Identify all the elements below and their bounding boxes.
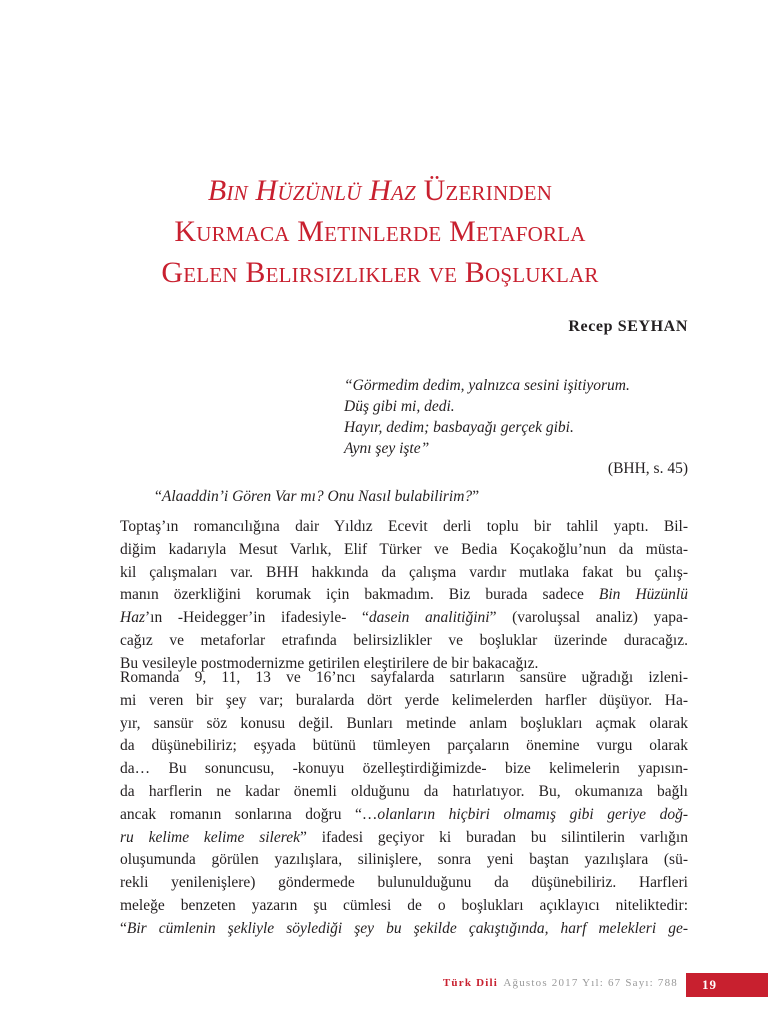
text-line	[120, 895, 688, 918]
text-segment: diğim kadarıyla Mesut Varlık, Elif Türker ve Bedia Koçakoğlu’nun da müsta-	[120, 540, 688, 558]
page-number: 19	[686, 973, 768, 997]
text-segment: rekli yenilenişlere) göndermede bulunulduğunu da düşünebiliriz. Harfleri	[120, 874, 688, 892]
title-line-1-rest: Üzerinden	[415, 174, 553, 207]
italic-text: ru kelime kelime silerek	[120, 828, 300, 846]
text-segment: da düşünebiliriz; eşyada bütünü tümleyen parçaların önemine vurgu olarak	[120, 737, 688, 755]
text-segment: Romanda 9, 11, 13 ve 16’ncı sayfalarda satırların sansüre uğradığı izleni-	[120, 669, 688, 686]
article-title	[100, 170, 660, 293]
text-line	[120, 758, 688, 781]
text-segment: Toptaş’ın romancılığına dair Yıldız Ecevit derli toplu bir tahlil yaptı. Bil-	[120, 518, 688, 535]
text-line	[120, 735, 688, 758]
epigraph-source: (BHH, s. 45)	[607, 460, 688, 477]
body-paragraph-1	[120, 516, 688, 676]
italic-text: Bin Hüzünlü	[598, 586, 688, 604]
title-line-3: Gelen Belirsizlikler ve Boşluklar	[161, 256, 599, 289]
journal-name: Türk Dili	[442, 977, 499, 989]
text-line	[120, 539, 688, 562]
text-line	[120, 781, 688, 804]
text-line	[120, 516, 688, 539]
text-segment: da harflerin ne kadar önemli olduğunu da hatırlatıyor. Bu, okumanıza bağlı	[120, 782, 688, 800]
text-line	[120, 849, 688, 872]
text-line	[120, 690, 688, 713]
epigraph-line: Aynı şey işte”	[344, 440, 430, 457]
text-segment: manın özerkliğini korumak için bakmadım. Biz burada sadece	[120, 586, 599, 604]
text-segment: Bu vesileyle postmodernizme getirilen eleştirilere de bir bakacağız.	[120, 654, 539, 672]
text-line	[120, 562, 688, 585]
italic-text: Bir cümlenin şekliyle söylediği şey bu şekilde çakıştığında, harf melekleri ge-	[126, 919, 688, 937]
issue-info: Ağustos 2017 Yıl: 67 Sayı: 788	[503, 977, 678, 989]
text-segment: ’ın -Heidegger’in ifadesiyle- “	[144, 609, 369, 627]
text-segment: ancak romanın sonlarına doğru “…	[120, 805, 378, 823]
epigraph-line: Hayır, dedim; basbayağı gerçek gibi.	[344, 419, 574, 436]
quote-mark: ”	[472, 488, 480, 505]
text-line	[120, 804, 688, 827]
text-segment: da… Bu sonuncusu, -konuyu özelleştirdiğimizde- bize kelimelerin yapısın-	[120, 760, 688, 778]
title-line-2: Kurmaca Metinlerde Metaforla	[174, 215, 586, 248]
text-segment: ” ifadesi geçiyor ki buradan bu silintilerin varlığın	[299, 828, 688, 846]
italic-text: dasein analitiğini	[368, 609, 490, 627]
text-segment: meleğe benzeten yazarın şu cümlesi de o boşlukları açıklayıcı niteliktedir:	[120, 896, 688, 914]
text-line	[120, 872, 688, 895]
author-name: Recep SEYHAN	[568, 318, 688, 335]
text-line	[120, 584, 688, 607]
text-segment: ” (varoluşsal analiz) yapa-	[489, 609, 688, 627]
text-segment: kil çalışmaları var. BHH hakkında da çalışma vardır mutlaka fakat bu çalış-	[120, 563, 688, 581]
text-segment: oluşumunda görülen yazılışlara, silinişlere, sonra yeni baştan yazılışlara (sü-	[120, 851, 688, 869]
page-footer	[443, 977, 678, 989]
body-paragraph-2	[120, 667, 688, 941]
italic-text: Haz	[120, 609, 145, 627]
text-segment: yır, sansür söz konusu değil. Bunları metinde anlam boşlukları açmak olarak	[120, 714, 688, 732]
text-line	[120, 918, 688, 941]
epigraph-line: “Görmedim dedim, yalnızca sesini işitiyorum.	[344, 377, 630, 394]
second-epigraph-text: Alaaddin’i Gören Var mı? Onu Nasıl bulabilirim?	[161, 488, 473, 505]
text-line	[120, 713, 688, 736]
quote-mark: “	[155, 488, 162, 505]
second-epigraph	[155, 488, 479, 506]
epigraph	[344, 375, 694, 459]
text-segment: cağız ve metaforlar etrafında belirsizlikler ve boşluklar üzerinde duracağız.	[120, 631, 688, 649]
text-line	[120, 827, 688, 850]
text-segment: “	[120, 919, 127, 937]
epigraph-line: Düş gibi mi, dedi.	[344, 398, 455, 415]
text-segment: mi veren bir şey var; buralarda dört yerde kelimelerden harfler düşüyor. Ha-	[120, 691, 688, 709]
text-line	[120, 607, 688, 630]
italic-text: olanların hiçbiri olmamış gibi geriye doğ-	[377, 805, 688, 823]
text-line	[120, 630, 688, 653]
title-line-1	[100, 170, 660, 211]
text-line	[120, 667, 688, 690]
title-book-name: Bin Hüzünlü Haz	[207, 174, 416, 207]
